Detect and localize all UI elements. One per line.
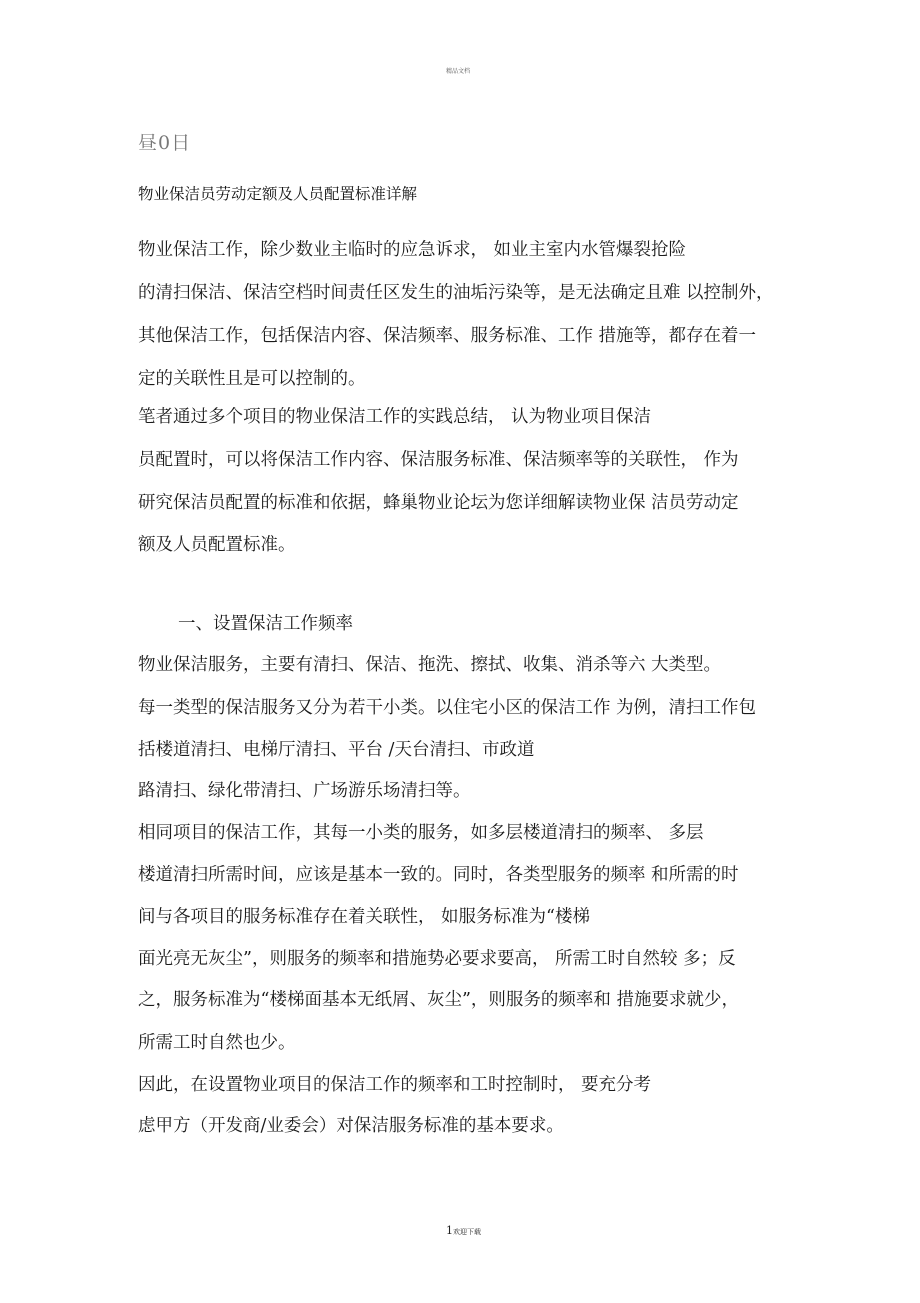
paragraph-line: 每一类型的保洁服务又分为若干小类。以住宅小区的保洁工作 为例，清扫工作包 bbox=[138, 698, 757, 718]
paragraph-line: 因此，在设置物业项目的保洁工作的频率和工时控制时， 要充分考 bbox=[138, 1075, 652, 1095]
paragraph-line: 物业保洁服务，主要有清扫、保洁、拖洗、擦拭、收集、消杀等六 大类型。 bbox=[138, 655, 722, 675]
paragraph-line: 面光亮无灰尘”，则服务的频率和措施势必要求要高， 所需工时自然较 多；反 bbox=[138, 949, 736, 969]
paragraph-line: 笔者通过多个项目的物业保洁工作的实践总结， 认为物业项目保洁 bbox=[138, 407, 652, 427]
page-footer bbox=[446, 1224, 481, 1237]
paragraph-line: 员配置时，可以将保洁工作内容、保洁服务标准、保洁频率等的关联性， 作为 bbox=[138, 450, 739, 470]
paragraph-line: 研究保洁员配置的标准和依据，蜂巢物业论坛为您详细解读物业保 洁员劳动定 bbox=[138, 493, 739, 513]
paragraph-line: 相同项目的保洁工作，其每一小类的服务，如多层楼道清扫的频率、 多层 bbox=[138, 823, 704, 843]
document-title: 物业保洁员劳动定额及人员配置标准详解 bbox=[138, 185, 418, 203]
paragraph-line: 楼道清扫所需时间，应该是基本一致的。同时，各类型服务的频率 和所需的时 bbox=[138, 865, 739, 885]
section-heading: 一、设置保洁工作频率 bbox=[178, 614, 353, 634]
document-mark: 昼0日 bbox=[138, 132, 192, 154]
paragraph-line: 括楼道清扫、电梯厅清扫、平台 /天台清扫、市政道 bbox=[138, 740, 535, 760]
paragraph-line: 其他保洁工作，包括保洁内容、保洁频率、服务标准、工作 措施等，都存在着一 bbox=[138, 326, 757, 346]
paragraph-line: 的清扫保洁、保洁空档时间责任区发生的油垢污染等，是无法确定且难 以控制外， bbox=[138, 283, 774, 303]
paragraph-line: 所需工时自然也少。 bbox=[138, 1033, 296, 1053]
paragraph-line: 虑甲方（开发商/业委会）对保洁服务标准的基本要求。 bbox=[138, 1116, 564, 1136]
paragraph-line: 间与各项目的服务标准存在着关联性， 如服务标准为“楼梯 bbox=[138, 907, 591, 927]
paragraph-line: 之，服务标准为“楼梯面基本无纸屑、灰尘”，则服务的频率和 措施要求就少， bbox=[138, 990, 739, 1010]
footer-text: 欢迎下载 bbox=[453, 1228, 481, 1236]
paragraph-line: 额及人员配置标准。 bbox=[138, 535, 296, 555]
paragraph-line: 定的关联性且是可以控制的。 bbox=[138, 369, 366, 389]
header-note: 精品文档 bbox=[446, 68, 471, 75]
paragraph-line: 物业保洁工作，除少数业主临时的应急诉求， 如业主室内水管爆裂抢险 bbox=[138, 240, 687, 260]
page-number: 1 bbox=[446, 1224, 453, 1237]
paragraph-line: 路清扫、绿化带清扫、广场游乐场清扫等。 bbox=[138, 781, 471, 801]
